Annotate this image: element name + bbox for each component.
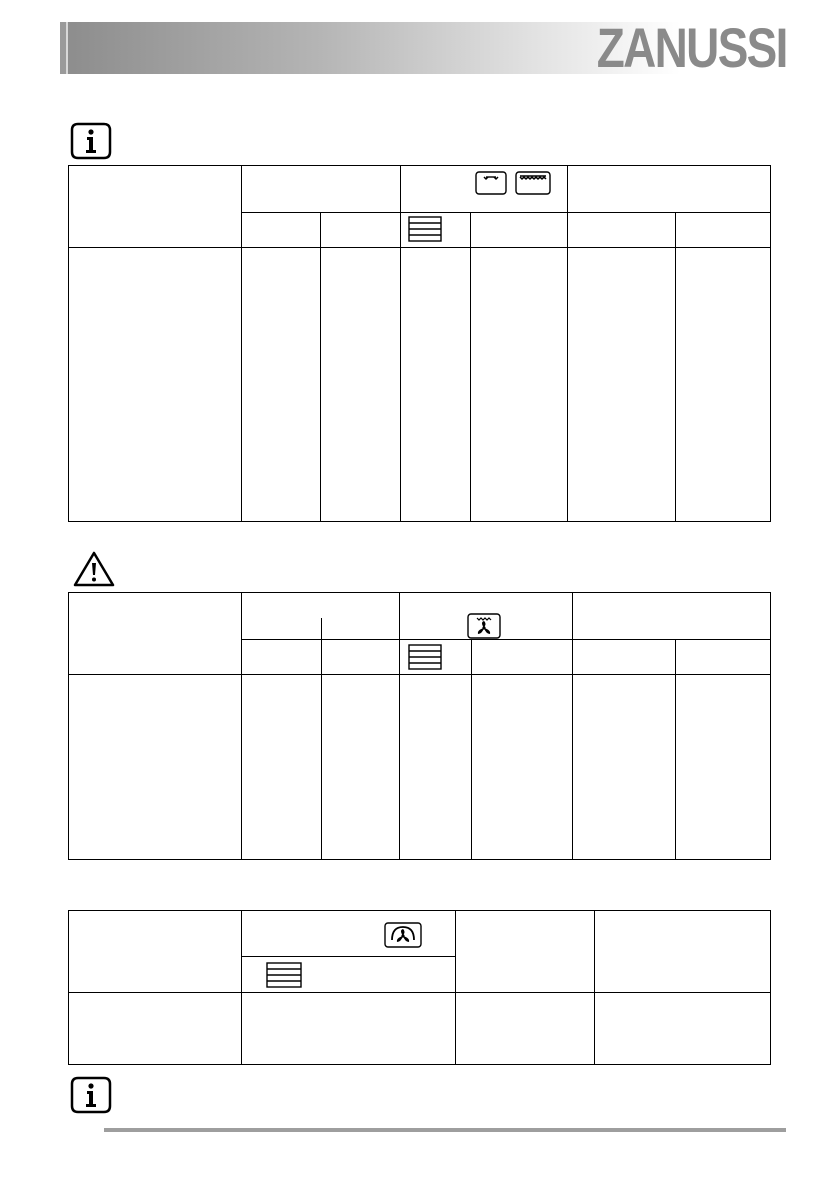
fan-grill-table-col-divider xyxy=(399,592,400,860)
grill-table-col-divider xyxy=(567,165,568,522)
fan-oven-table-subheader-divider xyxy=(241,956,455,957)
fan-grill-table-col-divider xyxy=(572,592,573,860)
shelf-level-icon xyxy=(408,216,442,242)
fan-oven-table-col-divider xyxy=(594,910,595,1065)
grill-table-col-divider xyxy=(675,212,676,522)
fan-oven-table-col-divider xyxy=(455,910,456,1065)
warning-icon xyxy=(72,550,116,588)
fan-oven-table-col-divider xyxy=(241,910,242,1065)
info-icon xyxy=(70,122,112,160)
grill-table-col-divider xyxy=(320,212,321,522)
fan-grill-table-col-divider xyxy=(321,618,322,860)
shelf-level-icon xyxy=(266,962,302,988)
fan-oven-icon xyxy=(384,922,422,948)
info-icon xyxy=(70,1076,112,1114)
fan-grill-icon xyxy=(467,613,501,639)
grill-small-icon xyxy=(475,171,507,195)
brand-logo: ZANUSSI xyxy=(596,16,787,79)
grill-full-icon xyxy=(515,171,551,195)
header-edge-accent xyxy=(60,22,68,74)
grill-table-header-divider xyxy=(68,247,771,248)
grill-table-col-divider xyxy=(470,212,471,522)
fan-oven-table-header-divider xyxy=(68,992,771,993)
fan-grill-table-header-divider xyxy=(68,674,771,675)
fan-grill-table xyxy=(68,592,771,860)
fan-grill-table-col-divider xyxy=(471,639,472,860)
fan-grill-table-col-divider xyxy=(675,639,676,860)
grill-table-col-divider xyxy=(241,165,242,522)
fan-grill-table-col-divider xyxy=(241,592,242,860)
grill-table-col-divider xyxy=(400,165,401,522)
shelf-level-icon xyxy=(408,644,442,670)
footer-rule xyxy=(104,1128,786,1132)
